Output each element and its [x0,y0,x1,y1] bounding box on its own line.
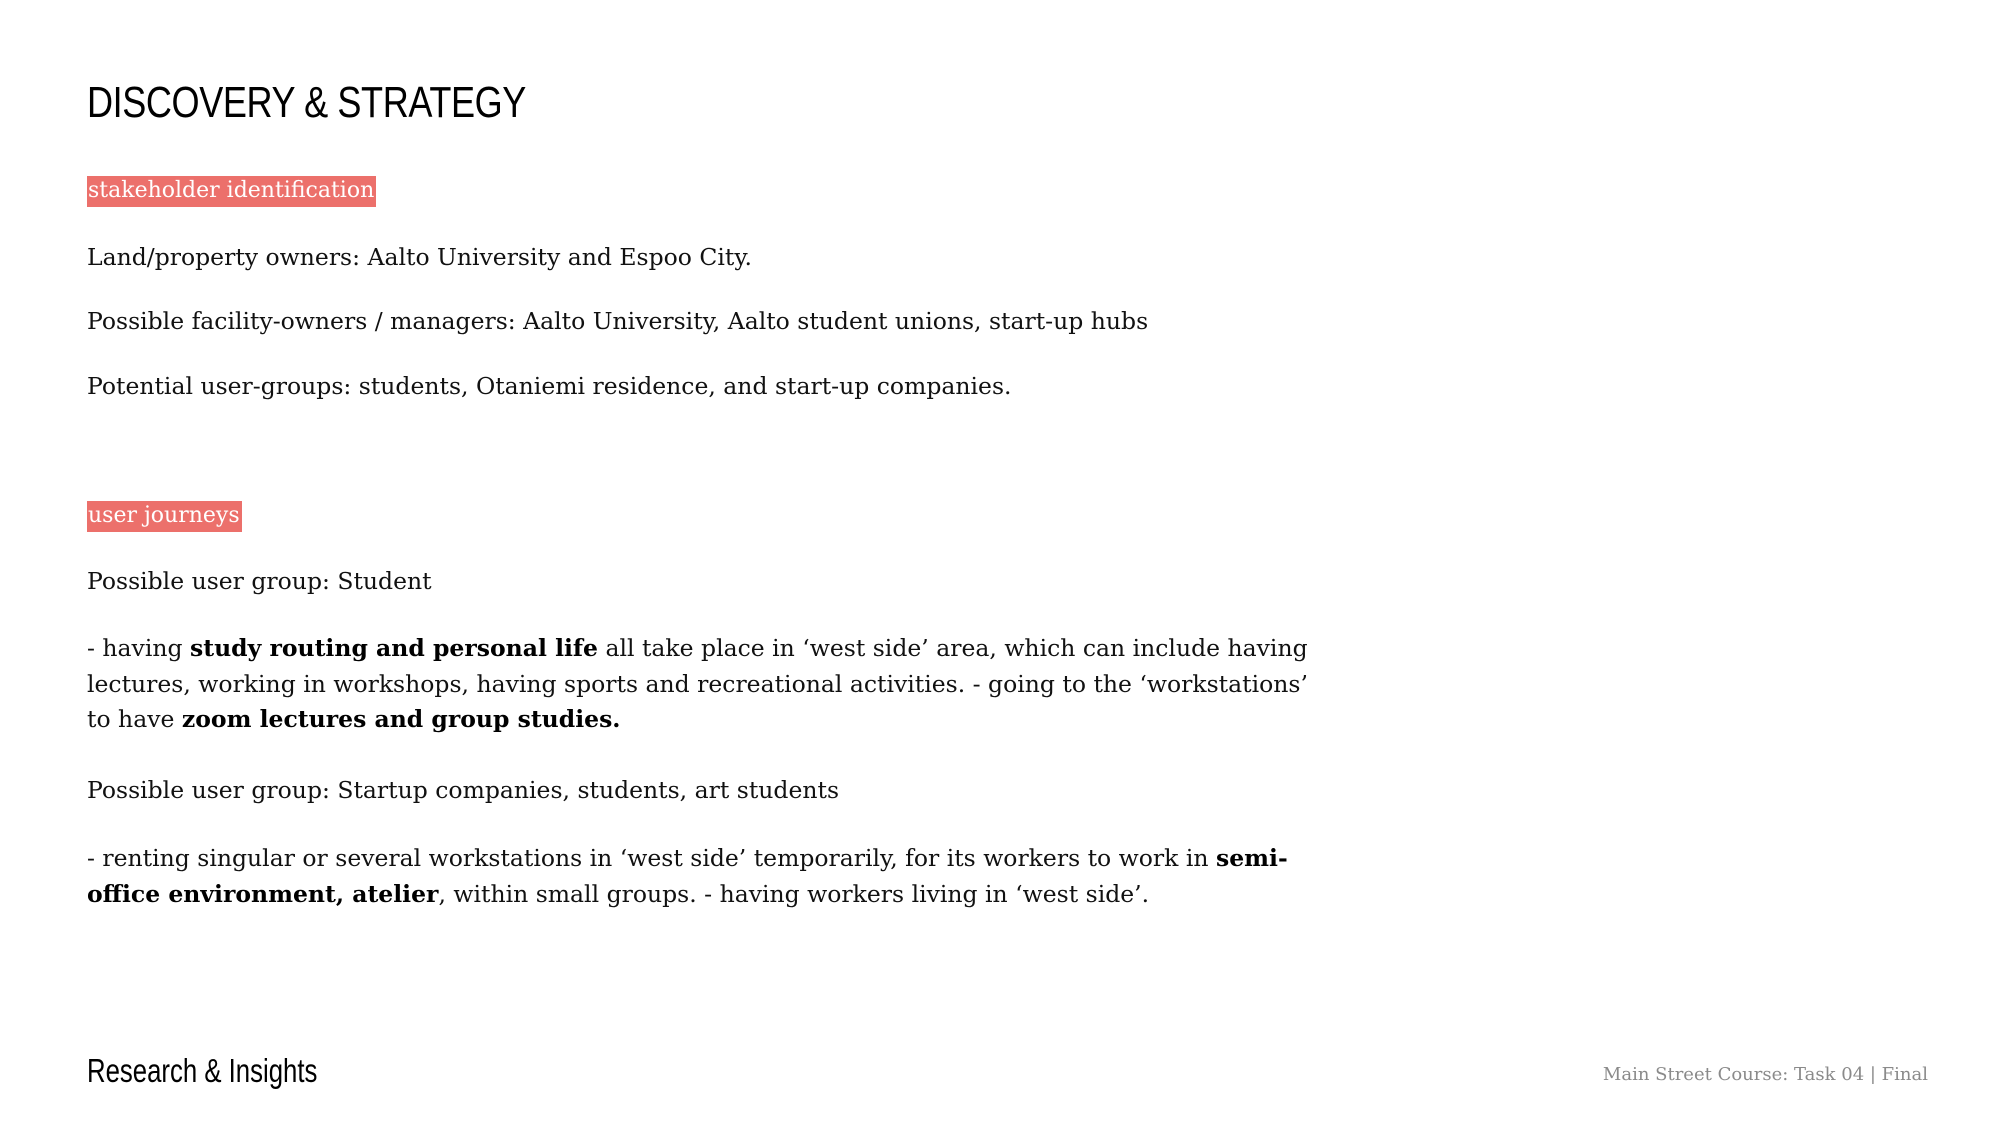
stakeholder-line-owners: Land/property owners: Aalto University and Espoo City. [87,243,752,271]
text-run: all take place in ‘west side’ area, which can include having lectures, working in workshops, having sports and recreational activities. - going to the ‘workstations’ to have [87,634,1308,733]
page-title: DISCOVERY & STRATEGY [87,78,526,127]
bold-run: semi-office environment, atelier [87,844,1288,908]
journey-group1-heading: Possible user group: Student [87,567,432,595]
text-run: - renting singular or several workstations in ‘west side’ temporarily, for its workers to work in [87,844,1216,872]
stakeholder-line-managers: Possible facility-owners / managers: Aalto University, Aalto student unions, start-up hubs [87,307,1149,335]
text-run: , within small groups. - having workers living in ‘west side’. [438,879,1150,908]
footer-course-label: Main Street Course: Task 04 | Final [1602,1064,1928,1085]
section-tag-stakeholder: stakeholder identification [87,176,376,207]
journey-group1-description [87,631,1327,738]
bold-run: zoom lectures and group studies. [181,705,621,733]
bold-run: study routing and personal life [190,634,598,662]
section-tag-user-journeys: user journeys [87,501,242,532]
footer-section-title: Research & Insights [87,1052,318,1089]
journey-group2-heading: Possible user group: Startup companies, students, art students [87,776,840,804]
text-run: - having [87,634,190,662]
journey-group2-description [87,841,1327,912]
stakeholder-line-user-groups: Potential user-groups: students, Otaniemi residence, and start-up companies. [87,372,1012,400]
